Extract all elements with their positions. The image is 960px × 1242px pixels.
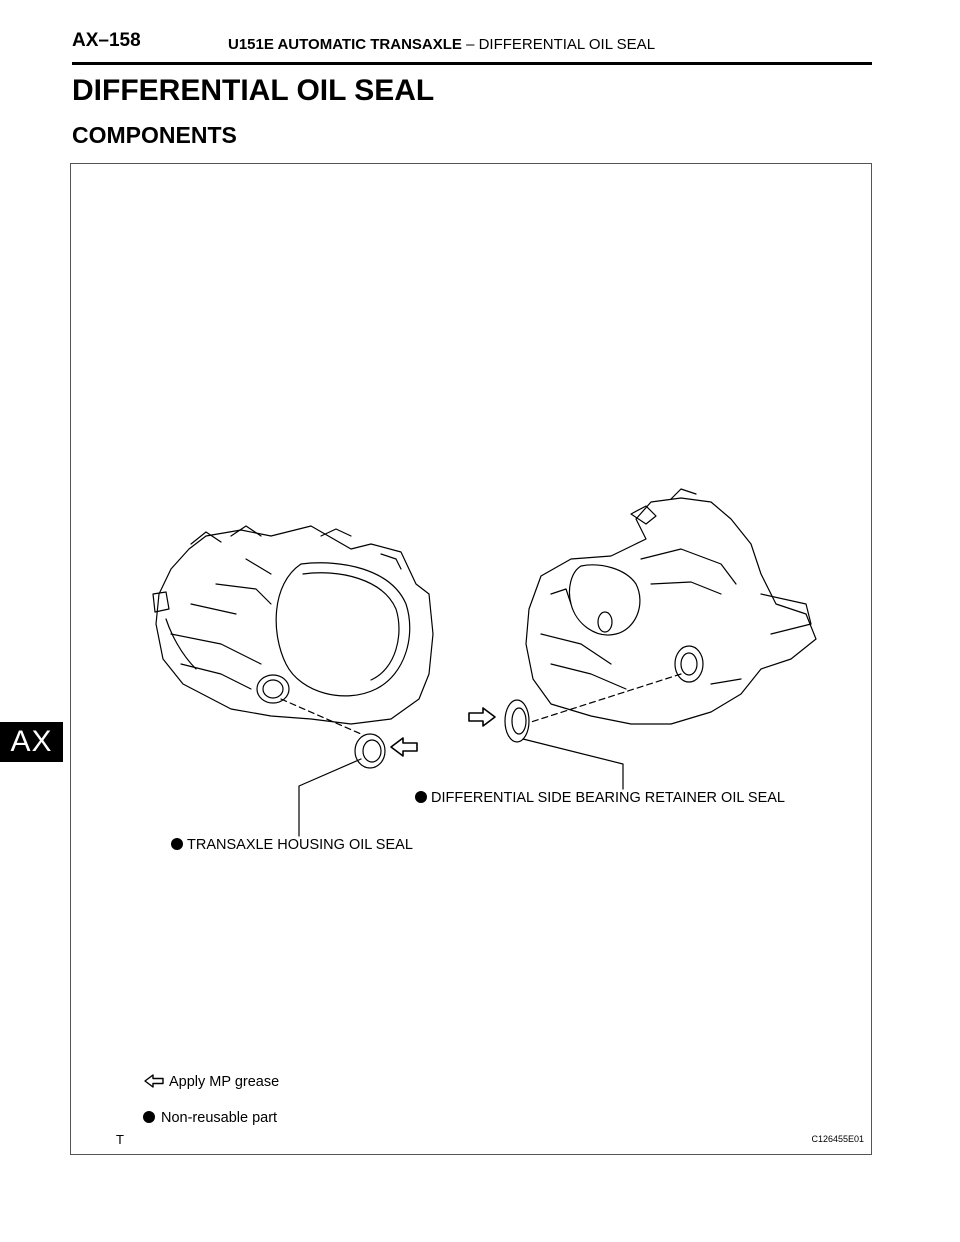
running-title: [228, 36, 655, 53]
transaxle-housing-right: [526, 489, 816, 724]
legend-apply-mp-grease: [143, 1073, 279, 1090]
legend-label: Non-reusable part: [161, 1110, 278, 1126]
running-title-rest: – DIFFERENTIAL OIL SEAL: [461, 36, 656, 53]
callout-label: DIFFERENTIAL SIDE BEARING RETAINER OIL SEAL: [431, 790, 785, 806]
transaxle-housing-left: [153, 526, 433, 724]
leader-line-left: [299, 759, 361, 836]
non-reusable-dot-icon: [143, 1111, 155, 1123]
figure-code: C126455E01: [811, 1134, 864, 1144]
leader-line-right: [523, 739, 623, 789]
section-tab: AX: [0, 722, 63, 762]
grease-arrow-left: [391, 738, 417, 756]
legend-non-reusable-part: [143, 1110, 277, 1126]
non-reusable-dot-icon: [415, 791, 427, 803]
components-figure: [70, 163, 872, 1155]
callout-transaxle-housing-oil-seal: [171, 837, 413, 853]
legend-label: Apply MP grease: [169, 1074, 280, 1090]
non-reusable-dot-icon: [171, 838, 183, 850]
callout-label: TRANSAXLE HOUSING OIL SEAL: [187, 837, 413, 853]
callout-differential-side-bearing-retainer-oil-seal: [415, 790, 785, 806]
grease-arrow-icon: [143, 1073, 165, 1089]
page-number: AX–158: [72, 30, 141, 51]
figure-letter: T: [116, 1132, 124, 1147]
differential-side-bearing-retainer-oil-seal-part: [505, 674, 681, 742]
section-heading: COMPONENTS: [72, 122, 237, 148]
grease-arrow-right: [469, 708, 495, 726]
transaxle-housing-oil-seal-part: [281, 699, 385, 768]
page-title: DIFFERENTIAL OIL SEAL: [72, 74, 435, 107]
page-header: [72, 30, 872, 65]
running-title-bold: U151E AUTOMATIC TRANSAXLE: [228, 36, 462, 53]
transaxle-illustration: [71, 164, 871, 1154]
